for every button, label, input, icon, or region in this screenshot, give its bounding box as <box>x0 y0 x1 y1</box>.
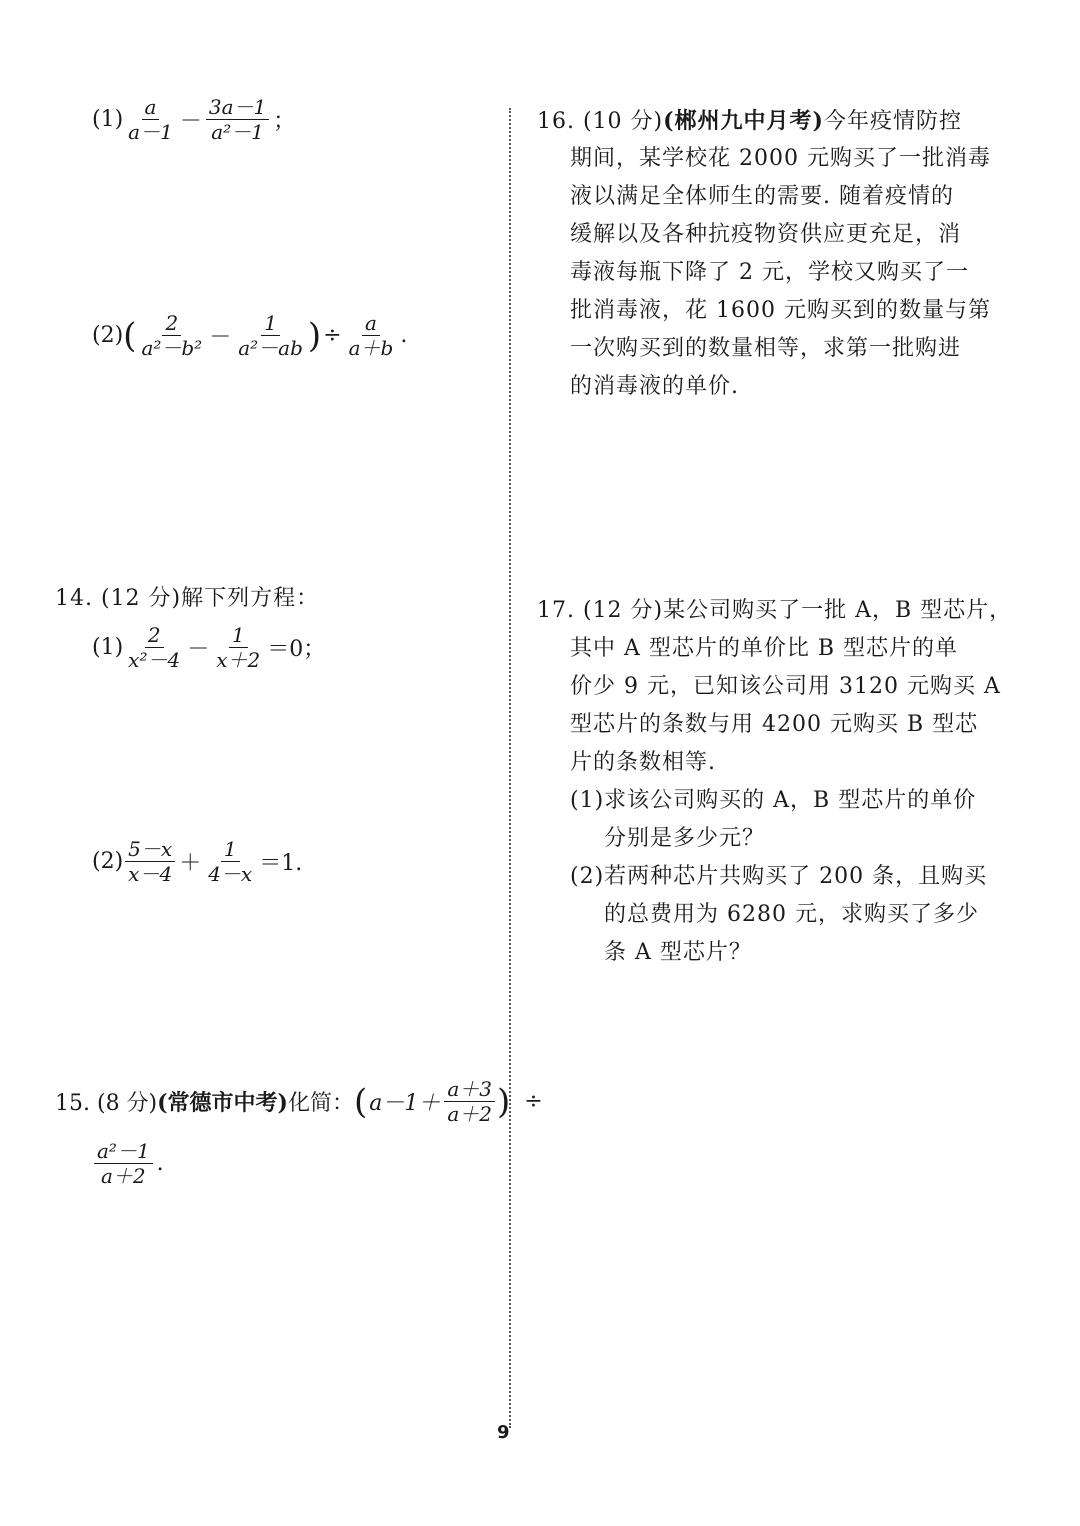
q17-line-1: 17. (12 分)某公司购买了一批 A，B 型芯片， <box>537 598 1013 623</box>
q16-line-5: 毒液每瓶下降了 2 元，学校又购买了一 <box>570 260 969 285</box>
q16-line-7: 一次购买到的数量相等，求第一批购进 <box>570 336 962 361</box>
q15-line2: $\frac{\text{a²－1}}{a+2}$ . <box>92 1140 166 1187</box>
q13-part2: (2) ( $\frac{2}{\text{a²－b²}}$ － $\frac{1}{\text{a²－ab}}$ ) ÷ $\frac{a}{a+b}$ . <box>92 311 408 360</box>
q16-line-8: 的消毒液的单价. <box>570 374 739 399</box>
q16-line-3: 液以满足全体师生的需要. 随着疫情的 <box>570 184 954 209</box>
q13-part1: (1) $\frac{a}{a-1}$ － $\frac{3a-1}{\text{a²－1}}$ ； <box>92 95 296 144</box>
q14-part2: (2) $\frac{5-x}{x-4}$ ＋ $\frac{1}{4-x}$ ＝1. <box>92 837 303 886</box>
q17-line-4: 型芯片的条数与用 4200 元购买 B 型芯 <box>570 712 979 737</box>
fraction: $\frac{2}{\text{x²－4}}$ <box>128 623 181 672</box>
fraction: $\frac{1}{x+2}$ <box>216 623 261 672</box>
page-number: 9 <box>497 1422 510 1443</box>
q16-line-4: 缓解以及各种抗疫物资供应更充足，消 <box>570 222 962 247</box>
fraction: $\frac{3a-1}{\text{a²－1}}$ <box>206 96 269 143</box>
q15-line1: 15. (8 分) (常德市中考) 化简： ( a－1＋ $\frac{a+3}{a+2}$ ) ÷ <box>55 1077 543 1126</box>
q17-sub2-line-1: (2)若两种芯片共购买了 200 条，且购买 <box>570 864 988 889</box>
fraction: $\frac{2}{\text{a²－b²}}$ <box>141 311 203 360</box>
q17-line-2: 其中 A 型芯片的单价比 B 型芯片的单 <box>570 636 959 661</box>
q17-line-3: 价少 9 元，已知该公司用 3120 元购买 A <box>570 674 1001 699</box>
q17-line-5: 片的条数相等. <box>570 750 716 775</box>
q17-sub1-line-1: (1)求该公司购买的 A，B 型芯片的单价 <box>570 788 977 813</box>
q13-part1-label: (1) <box>92 107 124 132</box>
q14-title: 14. (12 分)解下列方程： <box>55 586 320 611</box>
q16-line-1: 16. (10 分)(郴州九中月考)今年疫情防控 <box>537 108 962 134</box>
fraction: $\frac{a+3}{a+2}$ <box>444 1078 495 1125</box>
q17-sub2-line-3: 条 A 型芯片？ <box>604 940 752 965</box>
q16-source: (郴州九中月考) <box>663 108 824 134</box>
q16-line-6: 批消毒液，花 1600 元购买到的数量与第 <box>570 298 991 323</box>
fraction: $\frac{1}{4-x}$ <box>208 837 253 886</box>
q17-sub2-line-2: 的总费用为 6280 元，求购买了多少 <box>604 902 979 927</box>
fraction: $\frac{a}{a-1}$ <box>128 95 173 144</box>
q14-part1: (1) $\frac{2}{\text{x²－4}}$ － $\frac{1}{x+2}$ ＝0； <box>92 623 326 672</box>
fraction: $\frac{1}{\text{a²－ab}}$ <box>238 311 303 360</box>
column-divider <box>509 108 511 1428</box>
fraction: $\frac{a}{a+b}$ <box>348 311 394 360</box>
q15-source: (常德市中考) <box>157 1090 288 1116</box>
q16-line-2: 期间，某学校花 2000 元购买了一批消毒 <box>570 146 991 171</box>
q17-sub1-line-2: 分别是多少元？ <box>604 826 766 851</box>
fraction: $\frac{\text{a²－1}}{a+2}$ <box>94 1140 153 1187</box>
fraction: $\frac{5-x}{x-4}$ <box>125 838 175 885</box>
q13-part2-label: (2) <box>92 323 124 348</box>
